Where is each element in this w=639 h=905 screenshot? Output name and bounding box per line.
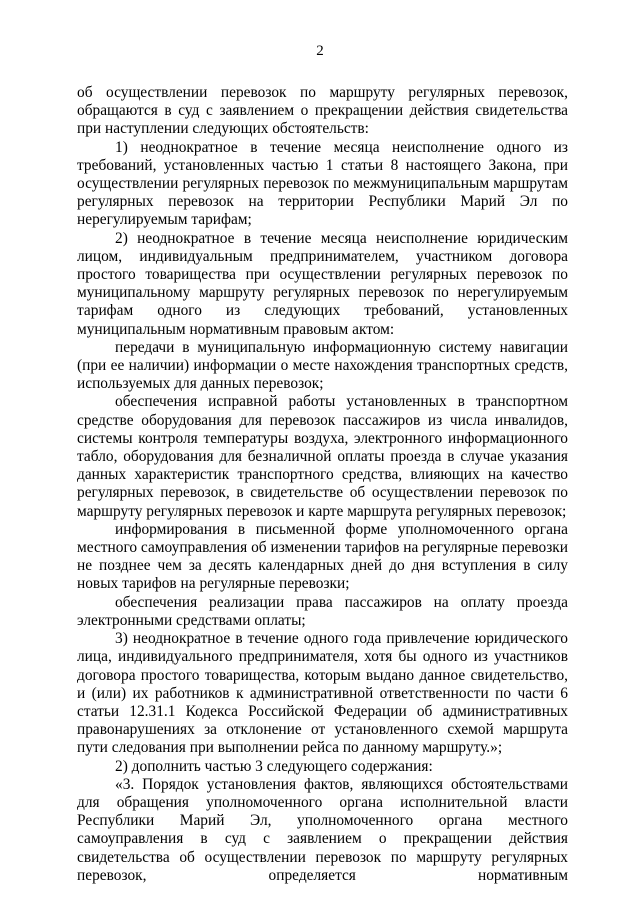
paragraph-amendment-2: 2) дополнить частью 3 следующего содержания:	[115, 757, 433, 775]
paragraph-intro-continuation: об осуществлении перевозок по маршруту регулярных перевозок, обращаются в суд с заявлением о прекращении действия свидетельства при наступлении следующих обстоятельств:	[77, 84, 568, 138]
paragraph-requirement-equipment: обеспечения исправной работы установленных в транспортном средстве оборудования для перевозок пассажиров из числа инвалидов, системы контроля температуры воздуха, электронного информационного табло, оборудования для безналичной оплаты проезда в случае указания данных характеристик транспортного средства, влияющих на качество регулярных перевозок, в свидетельстве об осуществлении перевозок по маршруту регулярных перевозок и карте маршрута регулярных перевозок;	[77, 393, 568, 520]
paragraph-item-1: 1) неоднократное в течение месяца неисполнение одного из требований, установленных частью 1 статьи 8 настоящего Закона, при осуществлении регулярных перевозок по межмуниципальным маршрутам регулярных перевозок на территории Республики Марий Эл по нерегулируемым тарифам;	[77, 138, 568, 229]
paragraph-requirement-navigation: передачи в муниципальную информационную систему навигации (при ее наличии) информации о месте нахождения транспортных средств, используемых для данных перевозок;	[77, 338, 568, 393]
paragraph-requirement-tariff-notice: информирования в письменной форме уполномоченного органа местного самоуправления об изменении тарифов на регулярные перевозки не позднее чем за десять календарных дней до дня вступления в силу новых тарифов на регулярные перевозки;	[77, 520, 568, 593]
paragraph-new-part-3: «3. Порядок установления фактов, являющихся обстоятельствами для обращения уполномоченного органа исполнительной власти Республики Марий Эл, уполномоченного органа местного самоуправления в суд с заявлением о прекращении действия свидетельства об осуществлении перевозок по маршруту регулярных перевозок, определяется нормативным	[77, 775, 568, 884]
document-body	[77, 84, 568, 885]
paragraph-requirement-electronic-payment: обеспечения реализации права пассажиров на оплату проезда электронными средствами оплаты;	[77, 593, 568, 629]
paragraph-item-2: 2) неоднократное в течение месяца неисполнение юридическим лицом, индивидуальным предпринимателем, участником договора простого товарищества при осуществлении регулярных перевозок по муниципальному маршруту регулярных перевозок по нерегулируемым тарифам одного из следующих требований, установленных муниципальным нормативным правовым актом:	[77, 229, 568, 338]
paragraph-item-3: 3) неоднократное в течение одного года привлечение юридического лица, индивидуального предпринимателя, хотя бы одного из участников договора простого товарищества, которым выдано данное свидетельство, и (или) их работников к административной ответственности по части 6 статьи 12.31.1 Кодекса Российской Федерации об административных правонарушениях за отклонение от установленного схемой маршрута пути следования при выполнении рейса по данному маршруту.»;	[77, 630, 568, 757]
page-number: 2	[316, 43, 324, 59]
